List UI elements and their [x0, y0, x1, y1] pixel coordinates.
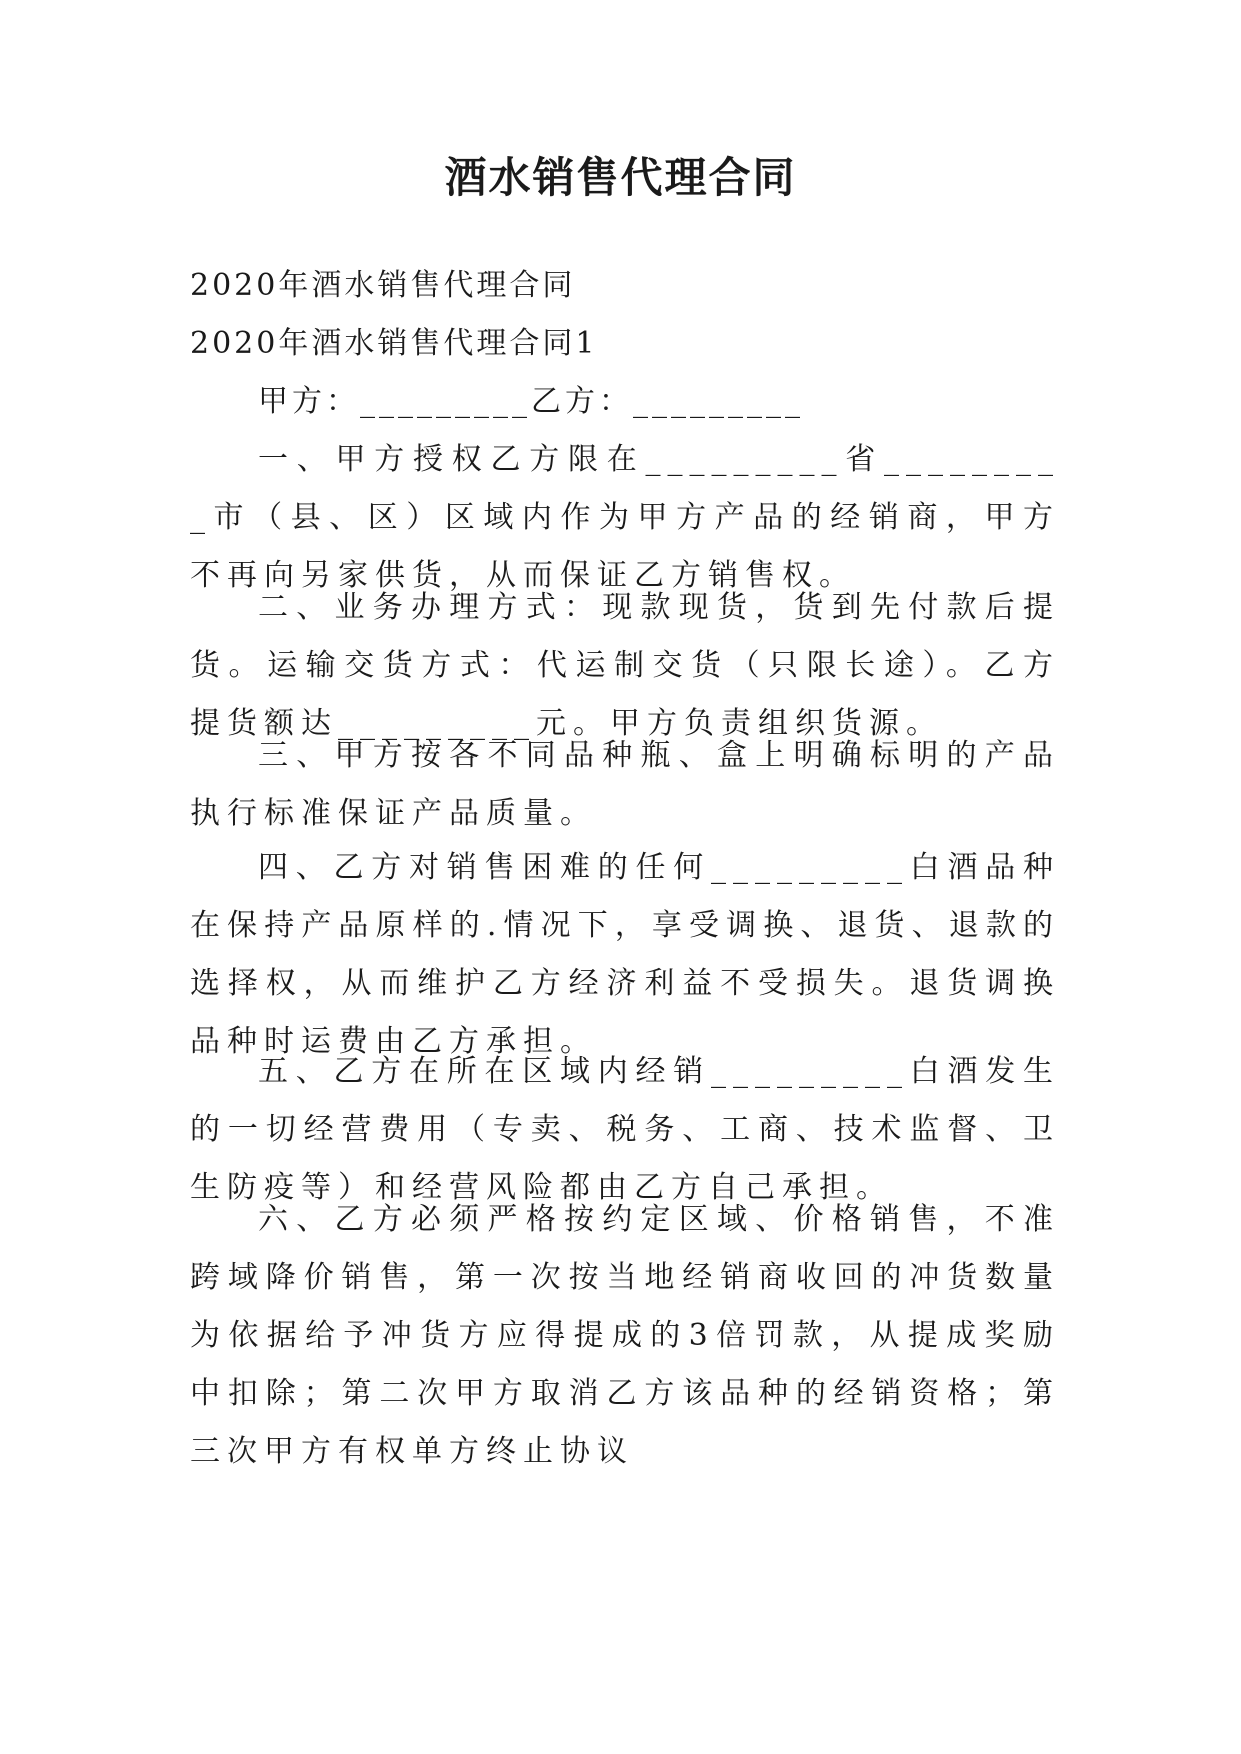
- clause-2: 二、业务办理方式：现款现货，货到先付款后提货。运输交货方式：代运制交货（只限长途）。乙方提货额达_________元。甲方负责组织货源。: [190, 590, 1060, 741]
- subtitle-line-2: 2020年酒水销售代理合同1: [190, 326, 598, 361]
- clause-4: 四、乙方对销售困难的任何_________白酒品种在保持产品原样的.情况下，享受调换、退货、退款的选择权，从而维护乙方经济利益不受损失。退货调换品种时运费由乙方承担。: [190, 850, 1060, 1059]
- clause-6: 六、乙方必须严格按约定区域、价格销售，不准跨域降价销售，第一次按当地经销商收回的冲货数量为依据给予冲货方应得提成的3倍罚款，从提成奖励中扣除；第二次甲方取消乙方该品种的经销资格；第三次甲方有权单方终止协议: [190, 1202, 1060, 1469]
- clause-1: 一、甲方授权乙方限在_________省_________市（县、区）区域内作为甲方产品的经销商，甲方不再向另家供货，从而保证乙方销售权。: [190, 442, 1060, 593]
- clause-5: 五、乙方在所在区域内经销_________白酒发生的一切经营费用（专卖、税务、工商、技术监督、卫生防疫等）和经营风险都由乙方自己承担。: [190, 1054, 1060, 1205]
- parties-line: 甲方：_________乙方：_________: [258, 384, 804, 419]
- document-title: 酒水销售代理合同: [444, 153, 797, 202]
- subtitle-line-1: 2020年酒水销售代理合同: [190, 268, 576, 303]
- clause-3: 三、甲方按各不同品种瓶、盒上明确标明的产品执行标准保证产品质量。: [190, 738, 1060, 831]
